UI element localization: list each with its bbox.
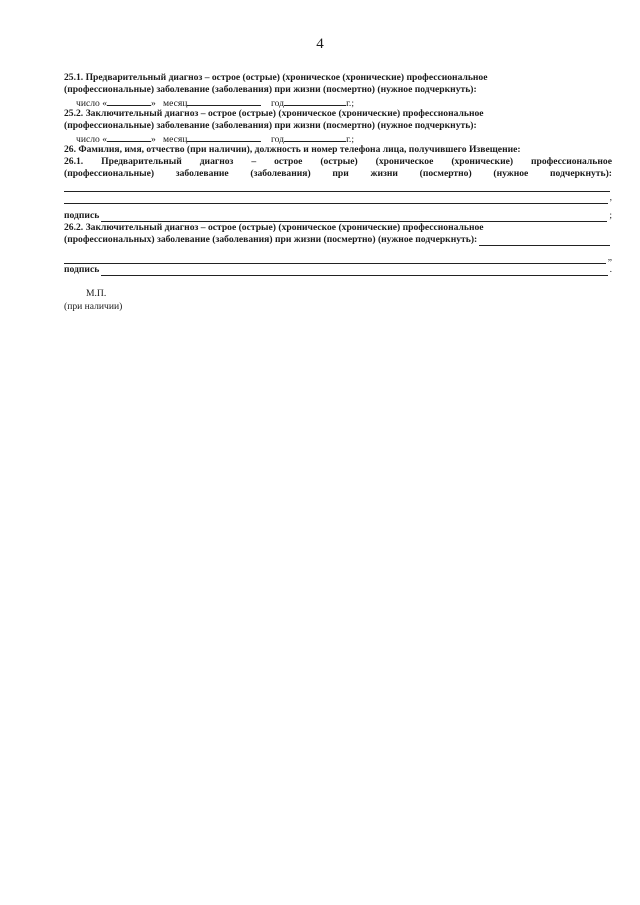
year-label: год [270, 134, 285, 145]
word: 26.1. [64, 156, 84, 167]
word: (острые) [320, 156, 358, 167]
day-close: » [151, 134, 156, 145]
item-26-2-line-1: 26.2. Заключительный диагноз – острое (острые) (хроническое (хронические) профессиональное [64, 222, 484, 233]
stamp-note: (при наличии) [64, 301, 123, 312]
period: . [609, 264, 612, 275]
word: (нужное [493, 168, 529, 179]
semicolon: ; [609, 210, 612, 221]
item-26-heading: 26. Фамилия, имя, отчество (при наличии), должность и номер телефона лица, получившего Извещение: [64, 144, 521, 155]
comma: , [609, 192, 612, 203]
day-blank[interactable] [107, 132, 151, 142]
month-label: месяц [163, 134, 188, 145]
day-label: число « [76, 98, 107, 109]
day-label: число « [76, 134, 107, 145]
year-suffix: г.; [346, 134, 354, 145]
year-blank[interactable] [284, 96, 346, 106]
item-26-1-line-1 [64, 156, 612, 168]
day-blank[interactable] [107, 96, 151, 106]
item-26-2-line-2: (профессиональных) заболевание (заболевания) при жизни (посмертно) (нужное подчеркнуть): [64, 234, 478, 245]
month-label: месяц [163, 98, 188, 109]
signature-label: подпись [64, 210, 100, 221]
comma-mark: „ [607, 252, 612, 263]
month-blank[interactable] [187, 96, 261, 106]
diagnosis-26-2-blank-1[interactable] [64, 252, 612, 264]
word: заболевание [175, 168, 229, 179]
date-row-25-1 [64, 96, 612, 108]
item-25-1-line-2: (профессиональные) заболевание (заболевания) при жизни (посмертно) (нужное подчеркнуть): [64, 84, 477, 95]
signature-row-26-2 [64, 264, 612, 276]
word: профессиональное [531, 156, 612, 167]
word: – [251, 156, 257, 167]
day-close: » [151, 98, 156, 109]
date-row-25-2 [64, 132, 612, 144]
stamp-label: М.П. [86, 288, 107, 299]
word: Предварительный [101, 156, 182, 167]
year-label: год [270, 98, 285, 109]
word: острое [274, 156, 303, 167]
word: (профессиональные) [64, 168, 155, 179]
word: (посмертно) [419, 168, 472, 179]
item-25-2-line-1: 25.2. Заключительный диагноз – острое (острые) (хроническое (хронические) профессиональное [64, 108, 484, 119]
word: (хронические) [451, 156, 514, 167]
word: (хроническое [375, 156, 434, 167]
page-number: 4 [316, 36, 324, 52]
signature-row-26-1 [64, 210, 612, 222]
year-suffix: г.; [346, 98, 354, 109]
diagnosis-26-1-blank-2[interactable] [64, 192, 612, 204]
diagnosis-26-1-blank-1[interactable] [64, 180, 612, 192]
word: (заболевания) [250, 168, 311, 179]
word: диагноз [199, 156, 234, 167]
month-blank[interactable] [187, 132, 261, 142]
item-26-1-line-2 [64, 168, 612, 180]
word: жизни [370, 168, 398, 179]
signature-blank[interactable] [101, 211, 607, 222]
signature-blank[interactable] [101, 265, 607, 276]
item-25-1-line-1: 25.1. Предварительный диагноз – острое (острые) (хроническое (хронические) профессиональное [64, 72, 488, 83]
item-25-2-line-2: (профессиональные) заболевание (заболевания) при жизни (посмертно) (нужное подчеркнуть): [64, 120, 477, 131]
signature-label: подпись [64, 264, 100, 275]
form-content [64, 72, 612, 313]
word: при [332, 168, 349, 179]
word: подчеркнуть): [550, 168, 612, 179]
item-26-2-line-2-row [64, 234, 612, 246]
diagnosis-26-2-blank-inline[interactable] [479, 235, 610, 246]
year-blank[interactable] [284, 132, 346, 142]
